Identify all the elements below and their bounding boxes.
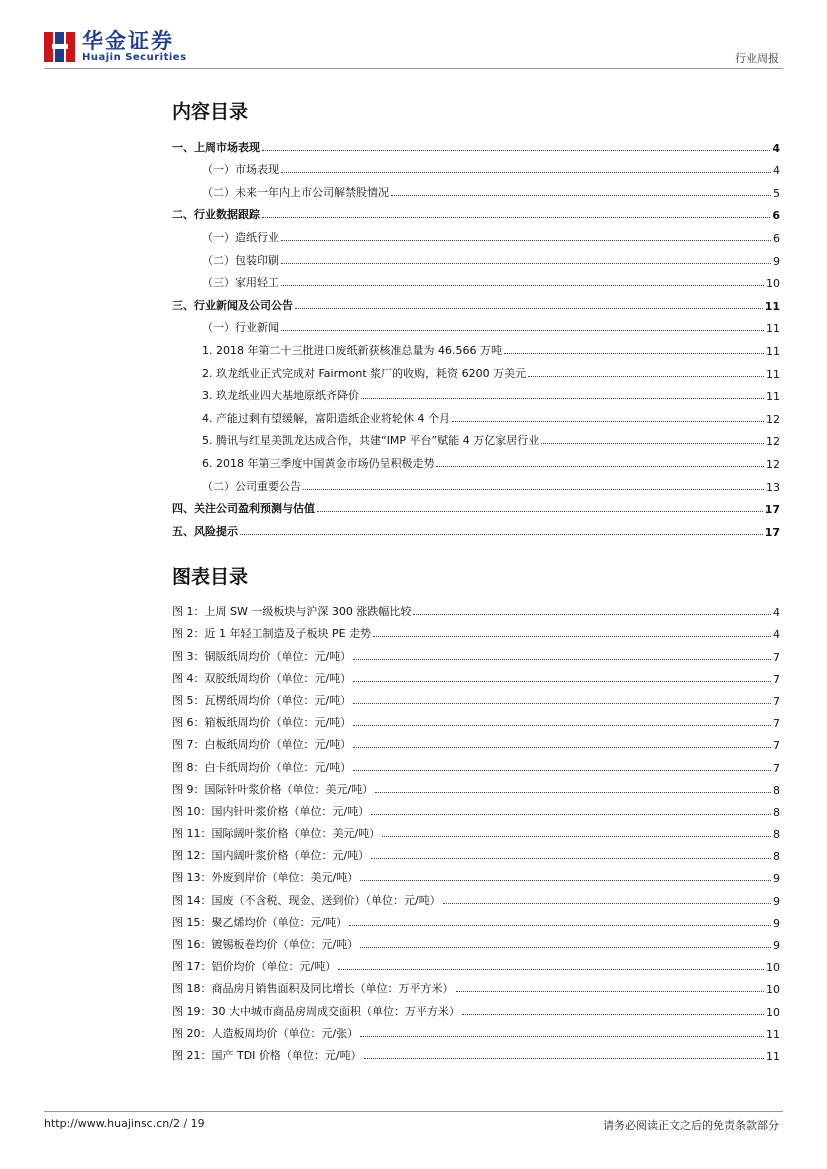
entry-page-number: 12 [766,457,780,471]
toc-entry[interactable] [172,245,780,268]
entry-page-number: 4 [773,606,780,620]
entry-page-number: 11 [766,367,780,381]
entry-page-number: 6 [772,209,780,223]
dot-leader [382,836,771,837]
entry-label: （二）公司重要公告 [202,479,301,493]
dot-leader [281,172,771,173]
dot-leader [462,1014,764,1015]
entry-page-number: 8 [773,828,780,842]
footer-divider [44,1111,783,1112]
figure-entry[interactable] [172,841,780,863]
dot-leader [360,947,771,948]
entry-page-number: 10 [766,961,780,975]
figure-entry[interactable] [172,686,780,708]
entry-page-number: 11 [764,299,780,313]
entry-page-number: 11 [766,390,780,404]
dot-leader [303,489,764,490]
dot-leader [317,511,763,512]
entry-label: 6. 2018 年第三季度中国黄金市场仍呈积极走势 [202,456,435,470]
toc-entry[interactable] [172,313,780,336]
entry-page-number: 10 [766,983,780,997]
entry-label: 图 8：白卡纸周均价（单位：元/吨） [172,760,352,774]
entry-label: 图 15：聚乙烯均价（单位：元/吨） [172,915,348,929]
toc-entry[interactable] [172,448,780,471]
toc-entry[interactable] [172,494,780,517]
figure-entry[interactable] [172,708,780,730]
entry-label: 5. 腾讯与红星美凯龙达成合作，共建“IMP 平台”赋能 4 万亿家居行业 [202,434,540,448]
figure-entry[interactable] [172,641,780,663]
figure-entry[interactable] [172,775,780,797]
entry-label: 图 12：国内阔叶浆价格（单位：元/吨） [172,849,370,863]
report-type: 行业周报 [735,52,779,65]
toc-entry[interactable] [172,132,780,155]
company-logo [44,30,187,63]
entry-label: （一）行业新闻 [202,321,279,335]
figure-entry[interactable] [172,1041,780,1063]
dot-leader [349,925,771,926]
entry-label: 图 2：近 1 年轻工制造及子板块 PE 走势 [172,627,372,641]
figure-entry[interactable] [172,974,780,996]
dot-leader [281,263,771,264]
toc-title: 内容目录 [172,101,249,123]
entry-page-number: 8 [773,805,780,819]
logo-english-name: Huajin Securities [82,52,187,63]
entry-page-number: 7 [773,717,780,731]
figure-entry[interactable] [172,797,780,819]
dot-leader [436,466,764,467]
toc-entry[interactable] [172,155,780,178]
dot-leader [371,858,771,859]
dot-leader [295,308,763,309]
toc-entry[interactable] [172,426,780,449]
entry-label: （一）市场表现 [202,163,279,177]
entry-label: 4. 产能过剩有望缓解，富阳造纸企业将轮休 4 个月 [202,411,450,425]
entry-label: 图 21：国产 TDI 价格（单位：元/吨） [172,1048,362,1062]
dot-leader [443,903,771,904]
entry-page-number: 6 [773,231,780,245]
dot-leader [413,614,771,615]
toc-entry[interactable] [172,200,780,223]
entry-page-number: 9 [773,894,780,908]
dot-leader [528,376,764,377]
entry-page-number: 7 [773,694,780,708]
entry-page-number: 12 [766,412,780,426]
entry-label: 图 17：铝价均价（单位：元/吨） [172,960,337,974]
entry-page-number: 7 [773,650,780,664]
entry-label: 图 3：铜版纸周均价（单位：元/吨） [172,649,352,663]
entry-page-number: 11 [766,1049,780,1063]
dot-leader [353,703,771,704]
entry-page-number: 4 [773,164,780,178]
figure-entry[interactable] [172,930,780,952]
figure-entry[interactable] [172,619,780,641]
footer-url-page[interactable]: http://www.huajinsc.cn/2 / 19 [44,1117,205,1130]
entry-label: 五、风险提示 [172,524,238,538]
dot-leader [452,421,764,422]
figure-entry[interactable] [172,885,780,907]
toc-entry[interactable] [172,381,780,404]
entry-label: 图 9：国际针叶浆价格（单位：美元/吨） [172,782,374,796]
dot-leader [281,285,764,286]
logo-chinese-name: 华金证券 [82,29,174,53]
entry-label: 图 19：30 大中城市商品房周成交面积（单位：万平方米） [172,1004,460,1018]
logo-icon [44,32,76,62]
entry-label: 图 6：箱板纸周均价（单位：元/吨） [172,716,352,730]
figure-entry[interactable] [172,863,780,885]
entry-label: 图 10：国内针叶浆价格（单位：元/吨） [172,804,370,818]
toc-entry[interactable] [172,335,780,358]
entry-page-number: 13 [766,480,780,494]
entry-label: 图 11：国际阔叶浆价格（单位：美元/吨） [172,827,381,841]
dot-leader [353,725,771,726]
dot-leader [281,330,764,331]
dot-leader [360,1036,764,1037]
figure-entry[interactable] [172,1019,780,1041]
entry-page-number: 11 [766,322,780,336]
dot-leader [338,969,764,970]
toc-entry[interactable] [172,268,780,291]
dot-leader [360,880,771,881]
figure-list [172,597,780,1063]
toc-entry[interactable] [172,290,780,313]
entry-label: 四、关注公司盈利预测与估值 [172,502,315,516]
toc-entry[interactable] [172,471,780,494]
figure-entry[interactable] [172,730,780,752]
toc-entry[interactable] [172,222,780,245]
entry-page-number: 4 [772,141,780,155]
entry-page-number: 9 [773,254,780,268]
figure-entry[interactable] [172,752,780,774]
toc-list [172,132,780,539]
dot-leader [371,814,771,815]
entry-page-number: 17 [764,525,780,539]
entry-label: 一、上周市场表现 [172,140,260,154]
dot-leader [504,353,764,354]
dot-leader [541,443,764,444]
entry-page-number: 8 [773,783,780,797]
entry-page-number: 8 [773,850,780,864]
dot-leader [353,747,771,748]
figure-entry[interactable] [172,952,780,974]
entry-label: 三、行业新闻及公司公告 [172,298,293,312]
dot-leader [375,792,771,793]
toc-entry[interactable] [172,403,780,426]
figure-entry[interactable] [172,908,780,930]
toc-entry[interactable] [172,358,780,381]
dot-leader [456,991,765,992]
entry-label: 图 20：人造板周均价（单位：元/张） [172,1026,359,1040]
entry-label: 图 1：上周 SW 一级板块与沪深 300 涨跌幅比较 [172,605,412,619]
entry-label: 图 14：国废（不含税、现金、送到价）（单位：元/吨） [172,893,441,907]
footer-disclaimer: 请务必阅读正文之后的免责条款部分 [603,1119,779,1132]
dot-leader [240,534,763,535]
entry-label: 二、行业数据跟踪 [172,208,260,222]
toc-entry[interactable] [172,516,780,539]
entry-label: 2. 玖龙纸业正式完成对 Fairmont 浆厂的收购，耗资 6200 万美元 [202,366,527,380]
toc-entry[interactable] [172,177,780,200]
dot-leader [353,659,771,660]
entry-page-number: 7 [773,761,780,775]
entry-label: 图 18：商品房月销售面积及同比增长（单位：万平方米） [172,982,454,996]
entry-label: 1. 2018 年第二十三批进口废纸新获核准总量为 46.566 万吨 [202,343,502,357]
entry-label: （一）造纸行业 [202,230,279,244]
dot-leader [361,398,764,399]
entry-label: （三）家用轻工 [202,276,279,290]
figure-entry[interactable] [172,664,780,686]
figure-entry[interactable] [172,819,780,841]
entry-label: 图 5：瓦楞纸周均价（单位：元/吨） [172,693,352,707]
dot-leader [353,770,771,771]
entry-page-number: 5 [773,186,780,200]
entry-label: 图 4：双胶纸周均价（单位：元/吨） [172,671,352,685]
entry-page-number: 9 [773,872,780,886]
entry-page-number: 11 [766,1027,780,1041]
dot-leader [373,636,771,637]
figure-entry[interactable] [172,996,780,1018]
figure-list-title: 图表目录 [172,566,249,588]
dot-leader [262,150,770,151]
entry-label: 图 13：外废到岸价（单位：美元/吨） [172,871,359,885]
entry-page-number: 10 [766,277,780,291]
dot-leader [391,195,771,196]
entry-label: 图 16：镀锡板卷均价（单位：元/吨） [172,938,359,951]
entry-page-number: 9 [773,916,780,930]
entry-label: 图 7：白板纸周均价（单位：元/吨） [172,738,352,752]
entry-page-number: 11 [766,344,780,358]
entry-label: （二）包装印刷 [202,253,279,267]
entry-page-number: 7 [773,672,780,686]
entry-page-number: 7 [773,739,780,753]
entry-page-number: 17 [764,503,780,517]
entry-label: （二）未来一年内上市公司解禁股情况 [202,185,389,199]
header-divider [44,68,783,69]
dot-leader [281,240,771,241]
dot-leader [353,681,771,682]
dot-leader [262,217,770,218]
entry-page-number: 9 [773,939,780,952]
entry-page-number: 10 [766,1005,780,1019]
figure-entry[interactable] [172,597,780,619]
dot-leader [364,1058,764,1059]
entry-label: 3. 玖龙纸业四大基地原纸齐降价 [202,389,359,403]
entry-page-number: 12 [766,435,780,449]
entry-page-number: 4 [773,628,780,642]
